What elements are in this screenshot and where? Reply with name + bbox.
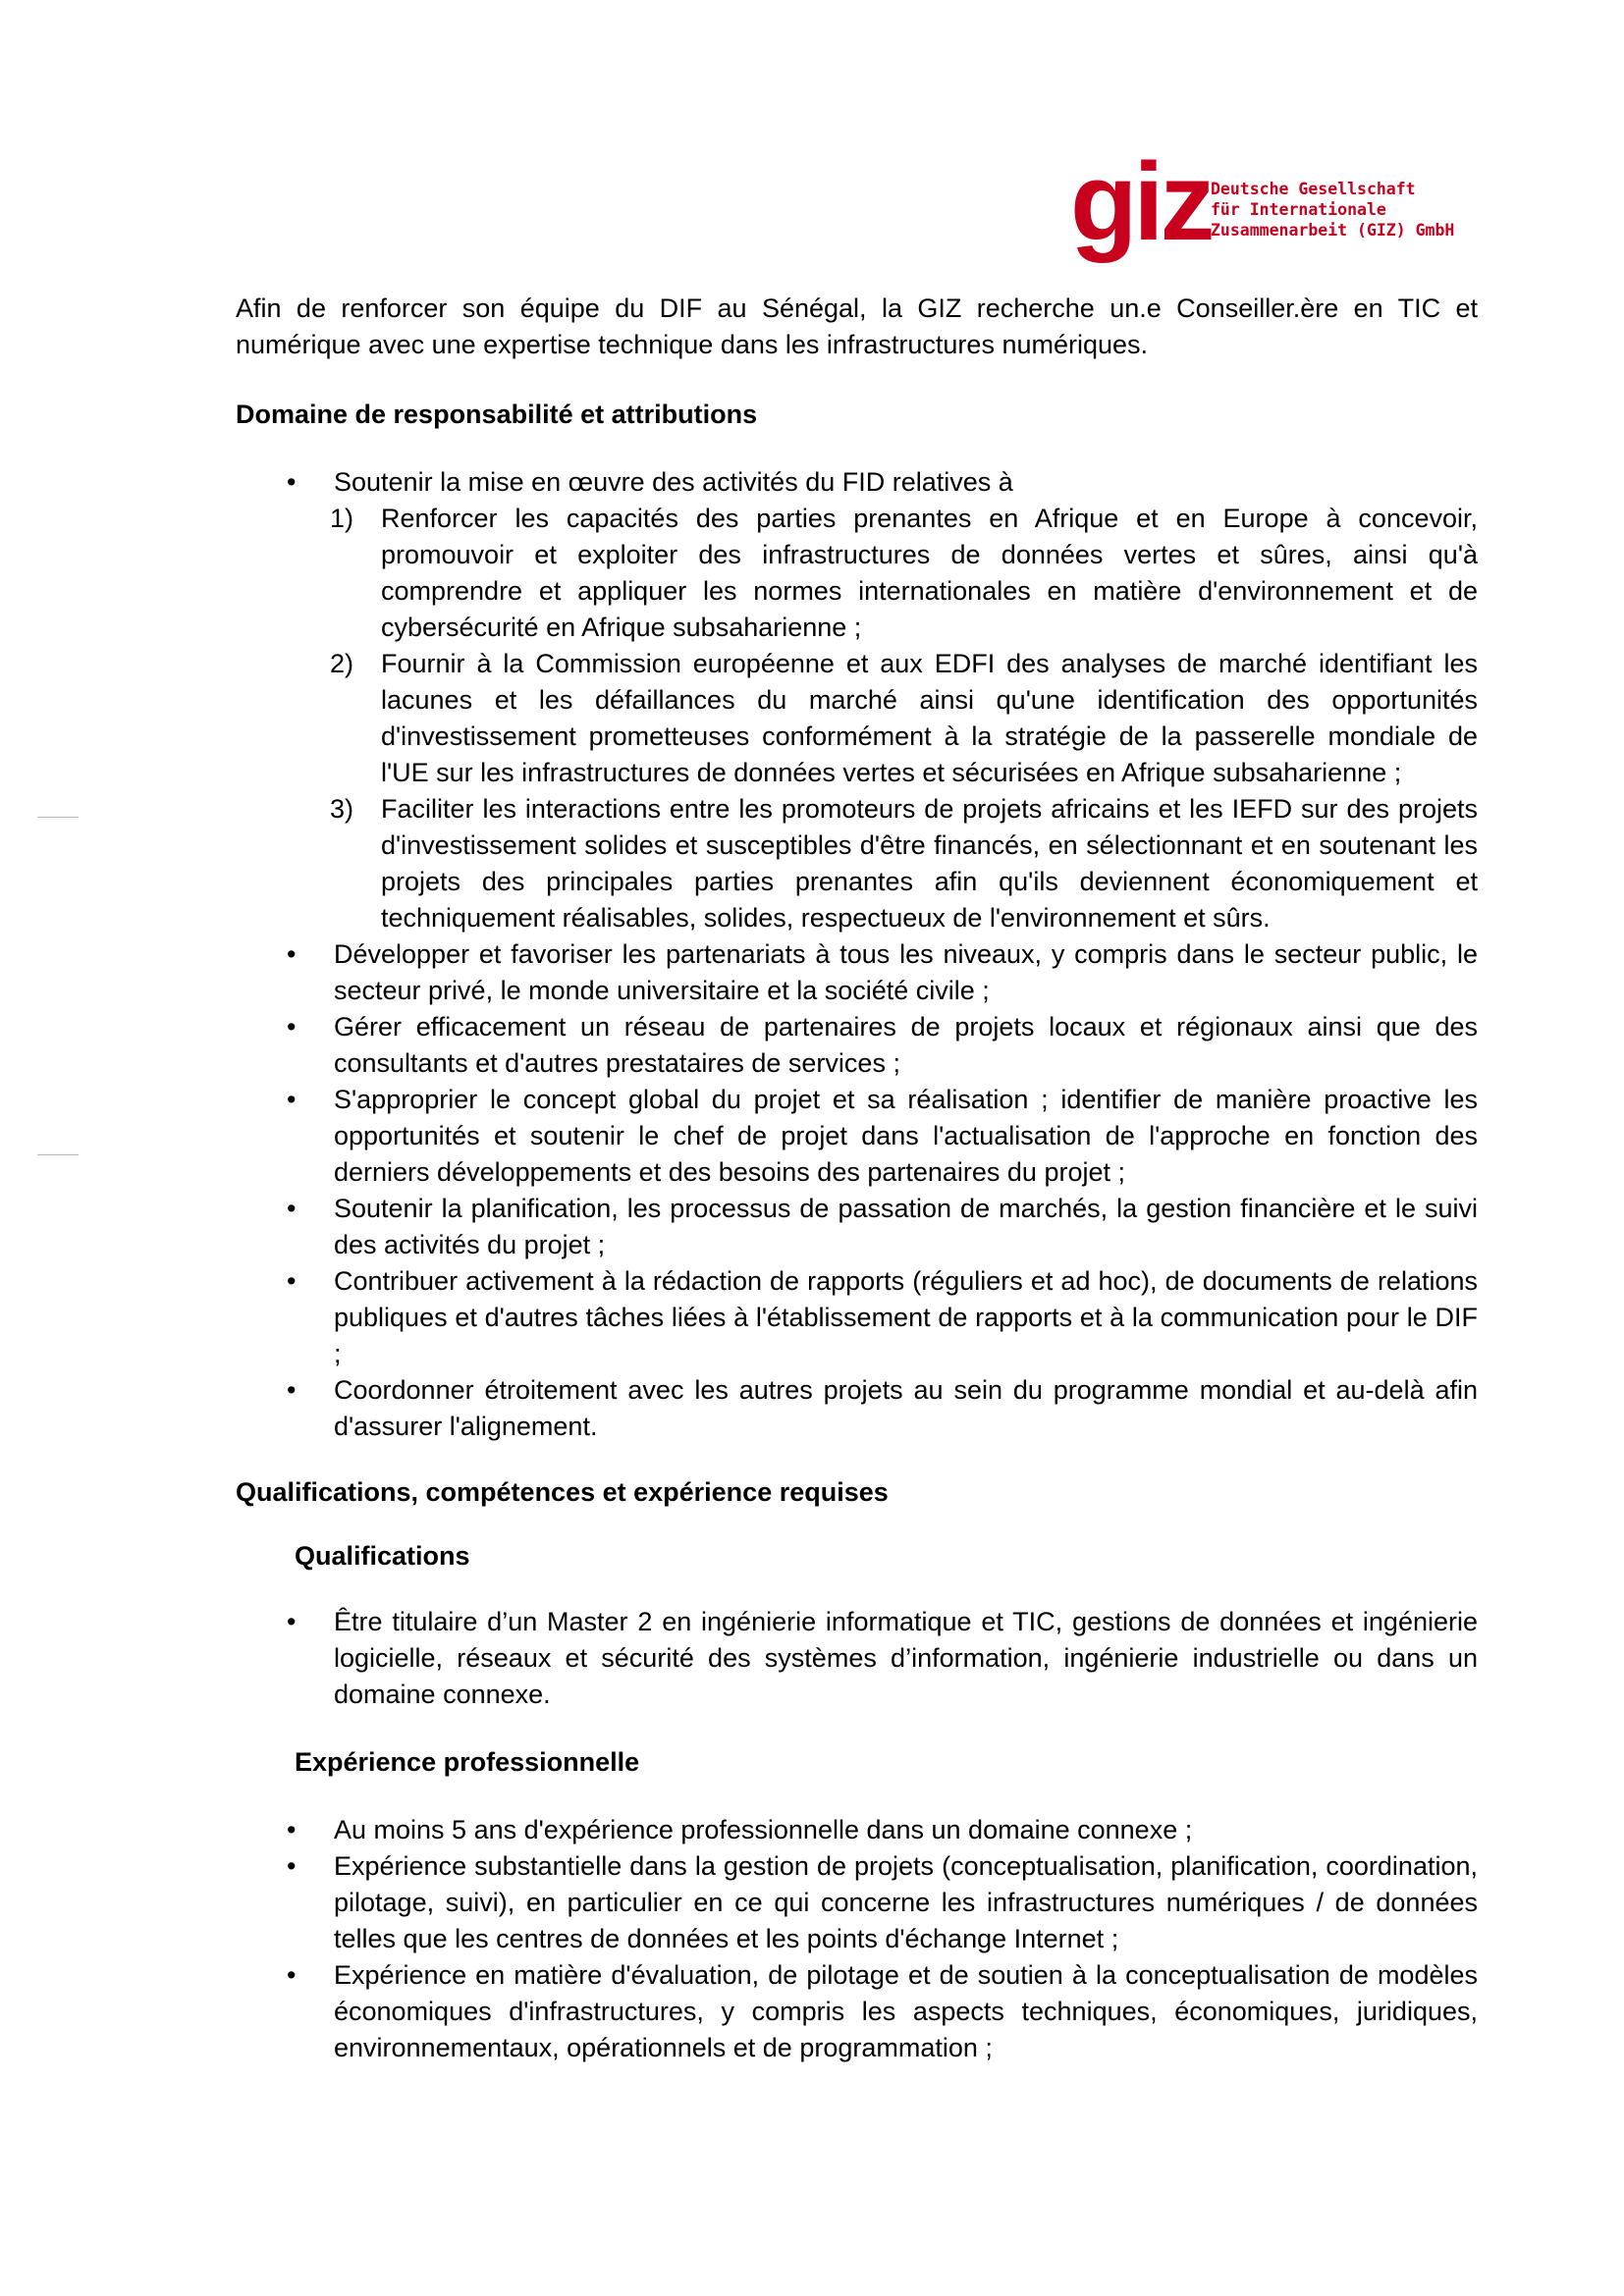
list-item-text: Soutenir la planification, les processus de passation de marchés, la gestion financière et le suivi des activités du projet ; (334, 1194, 1478, 1259)
list-item (236, 1372, 1478, 1445)
list-item-text: Coordonner étroitement avec les autres projets au sein du programme mondial et au-delà afin d'assurer l'alignement. (334, 1375, 1478, 1441)
bullet-marker: • (287, 1375, 297, 1405)
numbered-item-text: Fournir à la Commission européenne et aux EDFI des analyses de marché identifiant les lacunes et les défaillances du marché ainsi qu'une identification des opportunités d'investissement prometteuses conformément à la stratégie de la passerelle mondiale de l'UE sur les infrastructures de données vertes et sécurisées en Afrique subsaharienne ; (381, 649, 1478, 787)
subheading-experience: Expérience professionnelle (295, 1747, 640, 1777)
bullet-marker: • (287, 1607, 297, 1636)
bullet-marker: • (287, 1194, 297, 1223)
bullet-marker: • (287, 1266, 297, 1296)
giz-logo (1070, 140, 1463, 263)
list-item (236, 936, 1478, 1009)
bullet-marker: • (287, 1960, 297, 1990)
intro-paragraph: Afin de renforcer son équipe du DIF au Sénégal, la GIZ recherche un.e Conseiller.ère en TIC et numérique avec une expertise technique dans les infrastructures numériques. (236, 294, 1478, 359)
numbered-item (330, 646, 1478, 791)
list-item-text: S'approprier le concept global du projet et sa réalisation ; identifier de manière proactive les opportunités et soutenir le chef de projet dans l'actualisation de l'approche en fonction des derniers développements et des besoins des partenaires du projet ; (334, 1085, 1478, 1187)
list-item-text: Expérience substantielle dans la gestion de projets (conceptualisation, planification, coordination, pilotage, suivi), en particulier en ce qui concerne les infrastructures numériques / de données telles que les centres de données et les points d'échange Internet ; (334, 1851, 1478, 1953)
logo-line: für Internationale (1211, 200, 1386, 219)
numbered-item-label: 1) (330, 504, 354, 533)
list-item (236, 1082, 1478, 1191)
list-item (236, 464, 1478, 936)
list-item-text: Soutenir la mise en œuvre des activités du FID relatives à (334, 467, 1013, 497)
bullet-marker: • (287, 1815, 297, 1844)
list-item (236, 1604, 1478, 1713)
list-item (236, 1957, 1478, 2066)
numbered-item (330, 791, 1478, 936)
numbered-item-label: 3) (330, 794, 354, 824)
bullet-marker: • (287, 939, 297, 969)
list-item (236, 1191, 1478, 1263)
numbered-item-text: Renforcer les capacités des parties prenantes en Afrique et en Europe à concevoir, promouvoir et exploiter des infrastructures de données vertes et sûres, ainsi qu'à comprendre et appliquer les normes internationales en matière d'environnement et de cybersécurité en Afrique subsaharienne ; (381, 504, 1478, 642)
logo-line: Zusammenarbeit (GIZ) GmbH (1211, 221, 1455, 240)
list-item-text: Développer et favoriser les partenariats à tous les niveaux, y compris dans le secteur public, le secteur privé, le monde universitaire et la société civile ; (334, 939, 1478, 1005)
list-item-text: Au moins 5 ans d'expérience professionnelle dans un domaine connexe ; (334, 1815, 1193, 1844)
numbered-item-label: 2) (330, 649, 354, 678)
list-item-text: Gérer efficacement un réseau de partenaires de projets locaux et régionaux ainsi que des consultants et d'autres prestataires de services ; (334, 1012, 1478, 1078)
list-item (236, 1263, 1478, 1372)
giz-logo-mark (1070, 140, 1212, 263)
margin-mark (37, 1154, 79, 1155)
document-body (236, 291, 1478, 2066)
subheading-qualifications: Qualifications (295, 1541, 470, 1571)
experience-list (236, 1812, 1478, 2066)
bullet-marker: • (287, 1012, 297, 1041)
numbered-sublist (330, 501, 1478, 936)
section-heading-qualifications: Qualifications, compétences et expérience requises (236, 1477, 889, 1507)
responsibilities-list (236, 464, 1478, 1445)
numbered-item-text: Faciliter les interactions entre les promoteurs de projets africains et les IEFD sur des projets d'investissement solides et susceptibles d'être financés, en sélectionnant et en soutenant les projets des principales parties prenantes afin qu'ils deviennent économiquement et techniquement réalisables, solides, respectueux de l'environnement et sûrs. (381, 794, 1478, 933)
list-item (236, 1009, 1478, 1082)
bullet-marker: • (287, 467, 297, 497)
bullet-marker: • (287, 1085, 297, 1114)
list-item (236, 1848, 1478, 1957)
margin-mark (37, 817, 79, 818)
list-item-text: Contribuer activement à la rédaction de rapports (réguliers et ad hoc), de documents de relations publiques et d'autres tâches liées à l'établissement de rapports et à la communication pour le DIF ; (334, 1266, 1478, 1368)
list-item (236, 1812, 1478, 1848)
qualifications-list (236, 1604, 1478, 1713)
section-heading-responsibilities: Domaine de responsabilité et attributions (236, 400, 758, 429)
giz-logo-wordmark (1211, 179, 1454, 240)
bullet-marker: • (287, 1851, 297, 1881)
giz-logo-mark-text: giz (1070, 140, 1212, 263)
list-item-text: Être titulaire d’un Master 2 en ingénierie informatique et TIC, gestions de données et ingénierie logicielle, réseaux et sécurité des systèmes d’information, ingénierie industrielle ou dans un domaine connexe. (334, 1607, 1478, 1709)
numbered-item (330, 501, 1478, 646)
list-item-text: Expérience en matière d'évaluation, de pilotage et de soutien à la conceptualisation de modèles économiques d'infrastructures, y compris les aspects techniques, économiques, juridiques, environnementaux, opérationnels et de programmation ; (334, 1960, 1478, 2062)
logo-line: Deutsche Gesellschaft (1211, 180, 1416, 198)
